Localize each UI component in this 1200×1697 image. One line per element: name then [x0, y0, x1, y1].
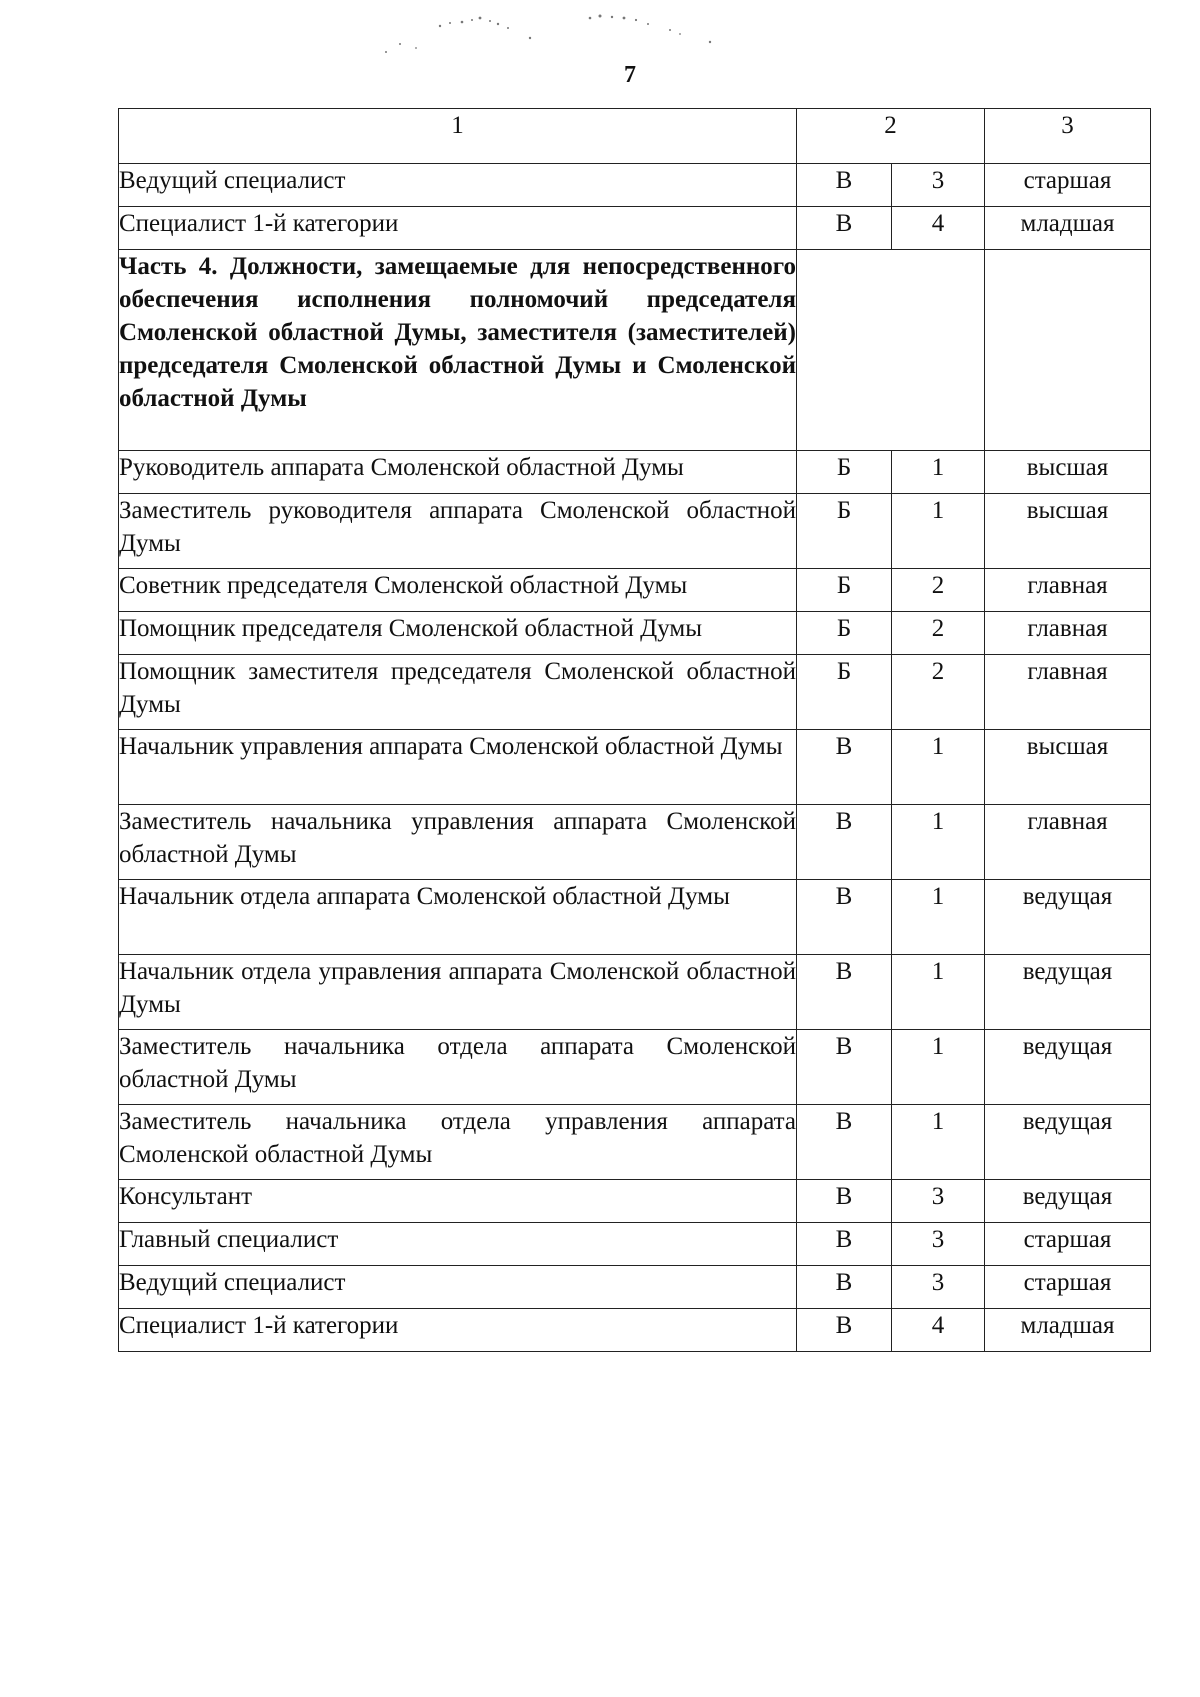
table-row — [119, 612, 1151, 655]
position-code: 1 — [892, 494, 985, 569]
table-row — [119, 494, 1151, 569]
position-code: 3 — [892, 1266, 985, 1309]
position-code: 1 — [892, 1030, 985, 1105]
position-name: Консультант — [119, 1180, 797, 1223]
position-name: Заместитель начальника управления аппарата Смоленской областной Думы — [119, 805, 797, 880]
position-code: 2 — [892, 612, 985, 655]
position-name: Специалист 1-й категории — [119, 1309, 797, 1352]
table-row — [119, 1105, 1151, 1180]
position-group: В — [797, 164, 892, 207]
position-category: высшая — [985, 451, 1151, 494]
position-code: 4 — [892, 1309, 985, 1352]
position-code: 1 — [892, 1105, 985, 1180]
position-group: В — [797, 1309, 892, 1352]
position-code: 1 — [892, 880, 985, 955]
position-name: Советник председателя Смоленской областной Думы — [119, 569, 797, 612]
position-code: 1 — [892, 451, 985, 494]
header-col-2: 2 — [797, 109, 985, 164]
position-group: В — [797, 730, 892, 805]
position-code: 1 — [892, 730, 985, 805]
position-group: Б — [797, 569, 892, 612]
table-row — [119, 880, 1151, 955]
position-name: Заместитель начальника отдела аппарата Смоленской областной Думы — [119, 1030, 797, 1105]
position-group: В — [797, 1030, 892, 1105]
position-name: Начальник управления аппарата Смоленской областной Думы — [119, 730, 797, 805]
position-category: ведущая — [985, 1180, 1151, 1223]
position-category: ведущая — [985, 955, 1151, 1030]
position-category: старшая — [985, 1266, 1151, 1309]
position-category: главная — [985, 612, 1151, 655]
position-code: 3 — [892, 1180, 985, 1223]
table-row — [119, 569, 1151, 612]
table-row — [119, 207, 1151, 250]
header-col-1: 1 — [119, 109, 797, 164]
position-name: Заместитель начальника отдела управления аппарата Смоленской областной Думы — [119, 1105, 797, 1180]
position-category: высшая — [985, 730, 1151, 805]
position-name: Помощник председателя Смоленской областной Думы — [119, 612, 797, 655]
position-group: Б — [797, 451, 892, 494]
table-row — [119, 955, 1151, 1030]
position-group: В — [797, 880, 892, 955]
position-category: старшая — [985, 1223, 1151, 1266]
table-row — [119, 1223, 1151, 1266]
table-header-row — [119, 109, 1151, 164]
position-group: В — [797, 1105, 892, 1180]
position-name: Руководитель аппарата Смоленской областной Думы — [119, 451, 797, 494]
position-category: высшая — [985, 494, 1151, 569]
position-category: младшая — [985, 1309, 1151, 1352]
position-group: В — [797, 805, 892, 880]
position-name: Ведущий специалист — [119, 1266, 797, 1309]
position-category: главная — [985, 655, 1151, 730]
position-category: младшая — [985, 207, 1151, 250]
scan-artifact — [380, 8, 780, 58]
table-row — [119, 730, 1151, 805]
position-name: Заместитель руководителя аппарата Смоленской областной Думы — [119, 494, 797, 569]
position-category: главная — [985, 569, 1151, 612]
position-category: ведущая — [985, 1030, 1151, 1105]
position-name: Начальник отдела аппарата Смоленской областной Думы — [119, 880, 797, 955]
table-row — [119, 805, 1151, 880]
position-category: ведущая — [985, 880, 1151, 955]
position-group: В — [797, 1266, 892, 1309]
position-code: 2 — [892, 655, 985, 730]
empty-cell — [985, 250, 1151, 451]
position-group: Б — [797, 494, 892, 569]
position-category: главная — [985, 805, 1151, 880]
position-code: 4 — [892, 207, 985, 250]
position-group: В — [797, 1223, 892, 1266]
position-code: 3 — [892, 1223, 985, 1266]
position-code: 3 — [892, 164, 985, 207]
table-row — [119, 1309, 1151, 1352]
table-row — [119, 1030, 1151, 1105]
table-row — [119, 1266, 1151, 1309]
table-row — [119, 1180, 1151, 1223]
position-group: Б — [797, 655, 892, 730]
section-row — [119, 250, 1151, 451]
positions-table — [118, 108, 1151, 1352]
header-col-3: 3 — [985, 109, 1151, 164]
table-row — [119, 655, 1151, 730]
position-group: Б — [797, 612, 892, 655]
empty-cell — [797, 250, 985, 451]
page-number: 7 — [624, 62, 636, 88]
position-name: Помощник заместителя председателя Смоленской областной Думы — [119, 655, 797, 730]
position-group: В — [797, 955, 892, 1030]
position-group: В — [797, 207, 892, 250]
position-category: ведущая — [985, 1105, 1151, 1180]
table-row — [119, 451, 1151, 494]
position-name: Ведущий специалист — [119, 164, 797, 207]
position-group: В — [797, 1180, 892, 1223]
position-name: Главный специалист — [119, 1223, 797, 1266]
position-code: 1 — [892, 955, 985, 1030]
table-row — [119, 164, 1151, 207]
position-code: 2 — [892, 569, 985, 612]
position-code: 1 — [892, 805, 985, 880]
position-name: Начальник отдела управления аппарата Смоленской областной Думы — [119, 955, 797, 1030]
position-name: Специалист 1-й категории — [119, 207, 797, 250]
section-heading: Часть 4. Должности, замещаемые для непосредственного обеспечения исполнения полномочий председателя Смоленской областной Думы, заместителя (заместителей) председателя Смоленской областной Думы и Смоленской областной Думы — [119, 250, 797, 451]
position-category: старшая — [985, 164, 1151, 207]
